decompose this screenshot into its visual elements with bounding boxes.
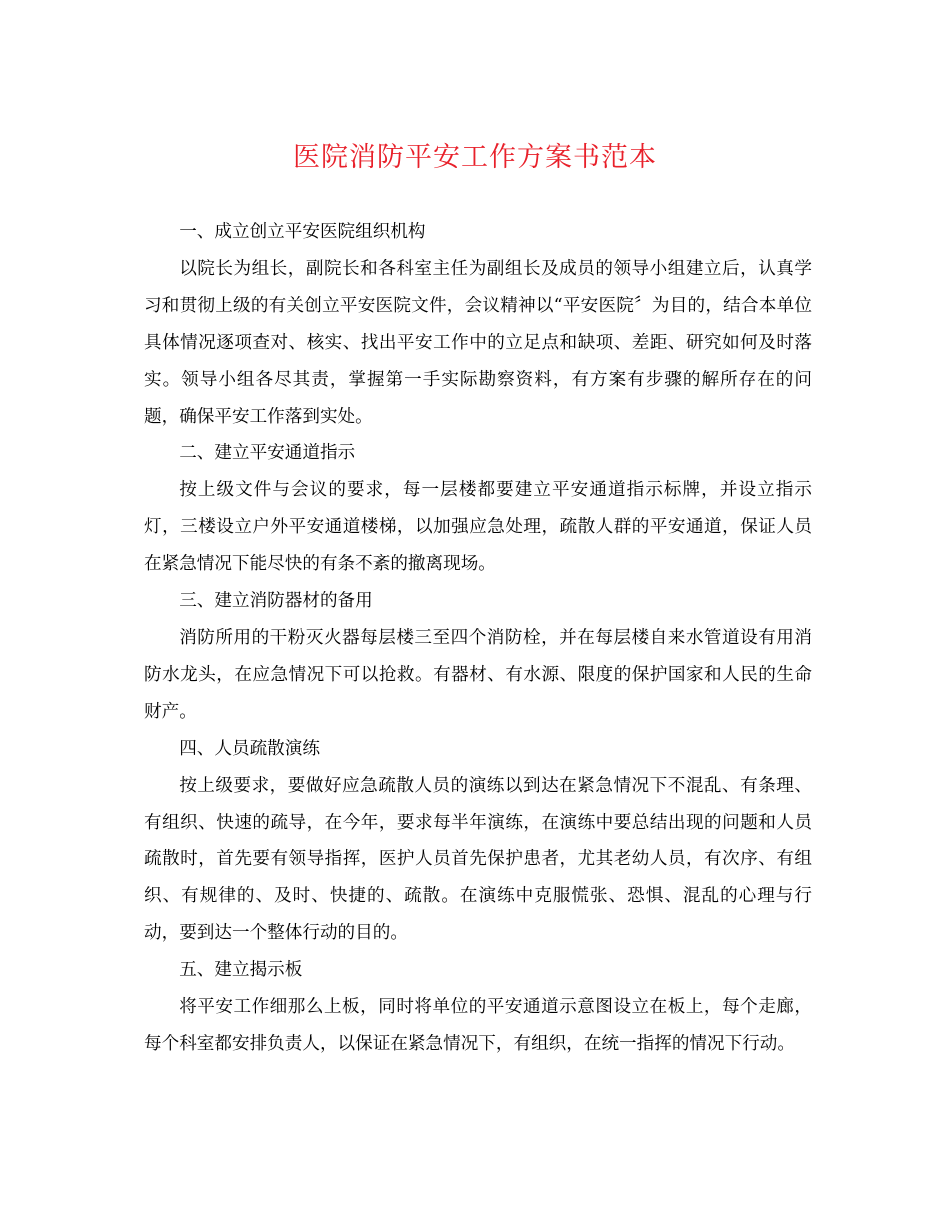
section-heading-5: 五、建立揭示板 <box>179 960 303 981</box>
document-title: 医院消防平安工作方案书范本 <box>293 142 657 173</box>
section-paragraph-2: 按上级文件与会议的要求，每一层楼都要建立平安通道指示标牌，并设立指示灯，三楼设立户外平安通道楼梯，以加强应急处理，疏散人群的平安通道，保证人员在紧急情况下能尽快的有条不紊的撤离现场。 <box>144 480 812 575</box>
section-paragraph-1: 以院长为组长，副院长和各科室主任为副组长及成员的领导小组建立后，认真学习和贯彻上级的有关创立平安医院文件，会议精神以“平安医院〞为目的，结合本单位具体情况逐项查对、核实、找出平安工作中的立足点和缺项、差距、研究如何及时落实。领导小组各尽其责，掌握第一手实际勘察资料，有方案有步骤的解所存在的问题，确保平安工作落到实处。 <box>144 258 812 427</box>
section-heading-3: 三、建立消防器材的备用 <box>179 591 373 612</box>
section-paragraph-5: 将平安工作细那么上板，同时将单位的平安通道示意图设立在板上，每个走廊，每个科室都安排负责人，以保证在紧急情况下，有组织，在统一指挥的情况下行动。 <box>144 997 812 1054</box>
section-heading-1: 一、成立创立平安医院组织机构 <box>179 222 426 242</box>
section-heading-4: 四、人员疏散演练 <box>179 738 320 759</box>
section-paragraph-3: 消防所用的干粉灭火器每层楼三至四个消防栓，并在每层楼自来水管道设有用消防水龙头，在应急情况下可以抢救。有器材、有水源、限度的保护国家和人民的生命财产。 <box>144 627 812 722</box>
document-body <box>144 214 812 1063</box>
section-paragraph-4: 按上级要求，要做好应急疏散人员的演练以到达在紧急情况下不混乱、有条理、有组织、快速的疏导，在今年，要求每半年演练，在演练中要总结出现的问题和人员疏散时，首先要有领导指挥，医护人员首先保护患者，尤其老幼人员，有次序、有组织、有规律的、及时、快捷的、疏散。在演练中克服慌张、恐惧、混乱的心理与行动，要到达一个整体行动的目的。 <box>144 775 812 944</box>
section-heading-2: 二、建立平安通道指示 <box>179 443 356 464</box>
